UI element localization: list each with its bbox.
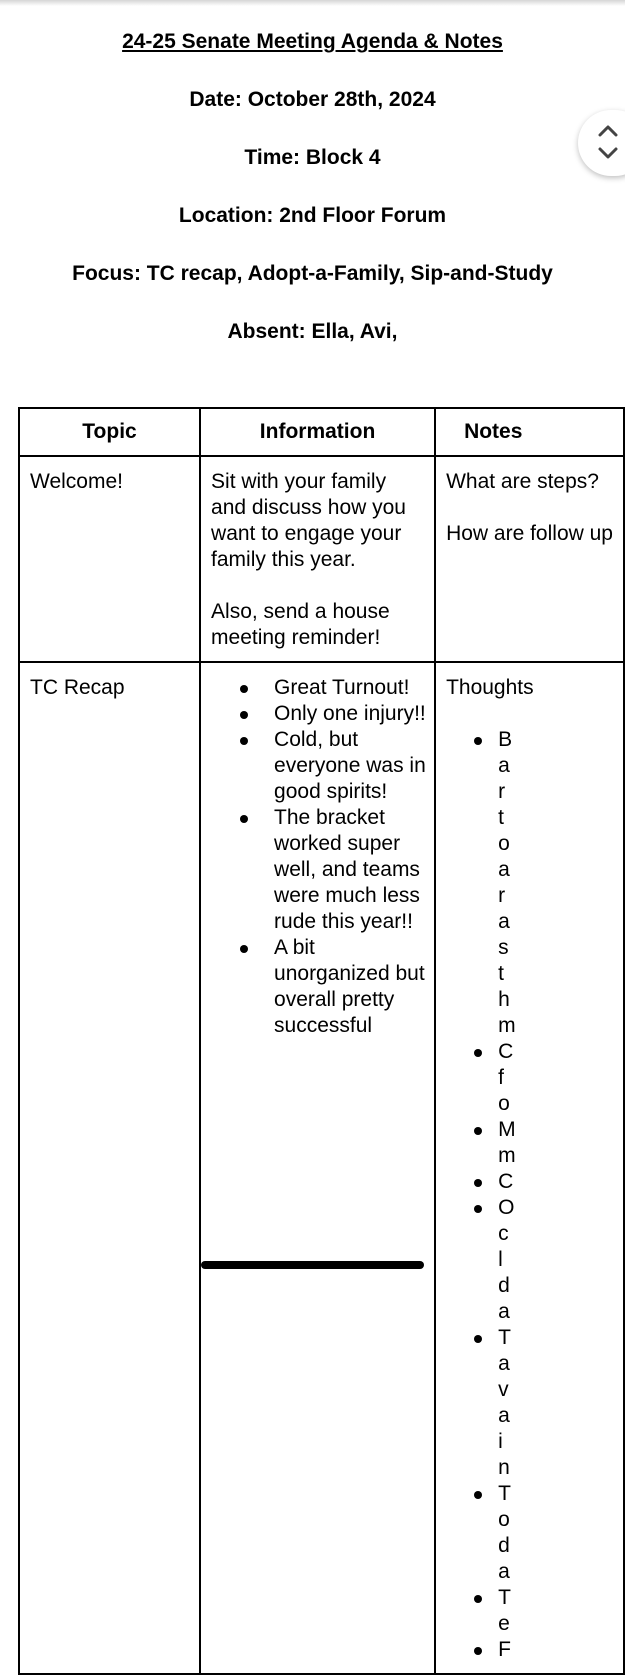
table-header-row — [19, 408, 624, 456]
meeting-date: Date: October 28th, 2024 — [189, 88, 436, 111]
topic-cell — [19, 662, 200, 1674]
absent-list: Absent: Ella, Avi, — [227, 320, 398, 343]
notes-cell — [435, 662, 624, 1674]
notes-bullet: C fo — [436, 1039, 512, 1117]
notes-bullet: M m — [436, 1117, 512, 1169]
info-bullet: Cold, but everyone was in good spirits! — [201, 727, 426, 805]
topic-text: TC Recap — [30, 676, 125, 699]
info-bullet: The bracket worked super well, and teams were much less rude this year!! — [201, 805, 426, 935]
notes-cell — [435, 456, 624, 662]
header-information: Information — [200, 408, 435, 456]
information-cell — [200, 456, 435, 662]
document-title: 24-25 Senate Meeting Agenda & Notes — [122, 30, 503, 53]
notes-bullet: F — [436, 1637, 512, 1663]
notes-intro: Thoughts — [446, 676, 534, 699]
notes-paragraph: How are follow up — [446, 522, 613, 545]
notes-bullet: C — [436, 1169, 512, 1195]
notes-bullet: Te — [436, 1585, 512, 1637]
chevron-up-icon[interactable] — [597, 124, 619, 138]
notes-bullet: To da — [436, 1481, 512, 1585]
top-shadow — [0, 0, 625, 6]
header-notes: Notes — [435, 408, 624, 456]
info-bullet: Only one injury!! — [201, 701, 426, 727]
notes-bullet: B ar to ar as th m — [436, 727, 512, 1039]
notes-bullet: O cl da — [436, 1195, 512, 1325]
home-indicator[interactable] — [201, 1261, 424, 1269]
notes-paragraph: What are steps? — [446, 470, 599, 493]
meeting-location: Location: 2nd Floor Forum — [178, 204, 447, 227]
notes-bullet: Ta va in — [436, 1325, 512, 1481]
topic-text: Welcome! — [30, 470, 123, 493]
information-cell — [200, 662, 435, 1674]
header-topic: Topic — [19, 408, 200, 456]
info-paragraph: Also, send a house meeting reminder! — [211, 600, 390, 649]
chevron-down-icon[interactable] — [597, 146, 619, 160]
info-bullet: Great Turnout! — [201, 675, 426, 701]
info-bullet: A bit unorganized but overall pretty successful — [201, 935, 426, 1039]
meeting-focus: Focus: TC recap, Adopt-a-Family, Sip-and-Study — [72, 262, 553, 285]
table-row — [19, 662, 624, 1674]
topic-cell — [19, 456, 200, 662]
table-row — [19, 456, 624, 662]
agenda-table — [18, 407, 625, 1675]
info-paragraph: Sit with your family and discuss how you want to engage your family this year. — [211, 470, 406, 571]
meeting-time: Time: Block 4 — [244, 146, 381, 169]
